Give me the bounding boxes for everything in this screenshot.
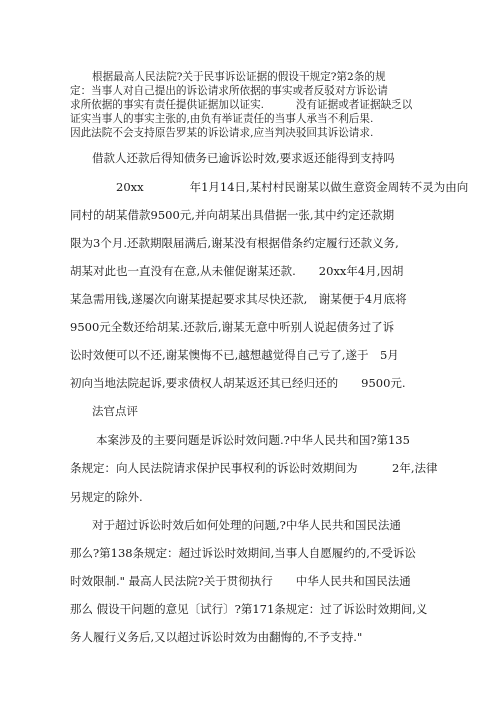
- paragraph-4-line-2: 那么?第138条规定：超过诉讼时效期间,当事人自愿履约的,不受诉讼: [70, 546, 416, 560]
- paragraph-3-line-1: 本案涉及的主要问题是诉讼时效问题.?中华人民共和国?第135: [96, 433, 410, 447]
- paragraph-3-line-2: 条规定：向人民法院请求保护民事权利的诉讼时效期间为 2年,法律: [70, 461, 438, 475]
- paragraph-4-line-5: 务人履行义务后,又以超过诉讼时效为由翻悔的,不予支持.": [70, 630, 363, 644]
- paragraph-2-line-8: 初向当地法院起诉,要求债权人胡某返还其已经归还的 9500元.: [70, 376, 406, 390]
- paragraph-2-line-4: 胡某对此也一直没有在意,从未催促谢某还款. 20xx年4月,因胡: [70, 264, 404, 278]
- paragraph-4-line-3: 时效限制." 最高人民法院?关于贯彻执行 中华人民共和国民法通: [70, 574, 411, 588]
- paragraph-2-line-5: 某急需用钱,遂屡次向谢某提起要求其尽快还款, 谢某便于4月底将: [70, 292, 407, 306]
- paragraph-1-line-2: 定：当事人对自己提出的诉讼请求所依据的事实或者反驳对方诉讼请: [70, 85, 388, 97]
- paragraph-2-line-3: 限为3个月.还款期限届满后,谢某没有根据借条约定履行还款义务,: [70, 236, 399, 250]
- paragraph-2-line-7: 讼时效便可以不还,谢某懊悔不已,越想越觉得自己亏了,遂于 5月: [70, 348, 399, 362]
- paragraph-4-line-1: 对于超过诉讼时效后如何处理的问题,?中华人民共和国民法通: [92, 518, 401, 532]
- section-heading-1: 借款人还款后得知债务已逾诉讼时效,要求返还能得到支持吗: [92, 151, 395, 165]
- paragraph-1-line-1: 根据最高人民法院?关于民事诉讼证据的假设干规定?第2条的规: [92, 71, 386, 83]
- paragraph-1-line-4: 证实当事人的事实主张的,由负有举证责任的当事人承当不利后果.: [70, 113, 374, 125]
- paragraph-2-line-6: 9500元全数还给胡某.还款后,谢某无意中听别人说起债务过了诉: [70, 320, 395, 334]
- paragraph-1-line-3: 求所依据的事实有责任提供证据加以证实. 没有证据或者证据缺乏以: [70, 99, 413, 111]
- paragraph-1-line-5: 因此法院不会支持原告罗某的诉讼请求,应当判决驳回其诉讼请求.: [70, 127, 374, 139]
- paragraph-3-line-3: 另规定的除外.: [70, 490, 143, 504]
- paragraph-4-line-4: 那么 假设干问题的意见〔试行〕?第171条规定：过了诉讼时效期间,义: [70, 602, 428, 616]
- paragraph-2-line-1: 20xx 年1月14日,某村村民谢某以做生意资金周转不灵为由向: [116, 180, 469, 194]
- section-heading-2: 法官点评: [92, 404, 138, 418]
- paragraph-2-line-2: 同村的胡某借款9500元,并向胡某出具借据一张,其中约定还款期: [70, 208, 395, 222]
